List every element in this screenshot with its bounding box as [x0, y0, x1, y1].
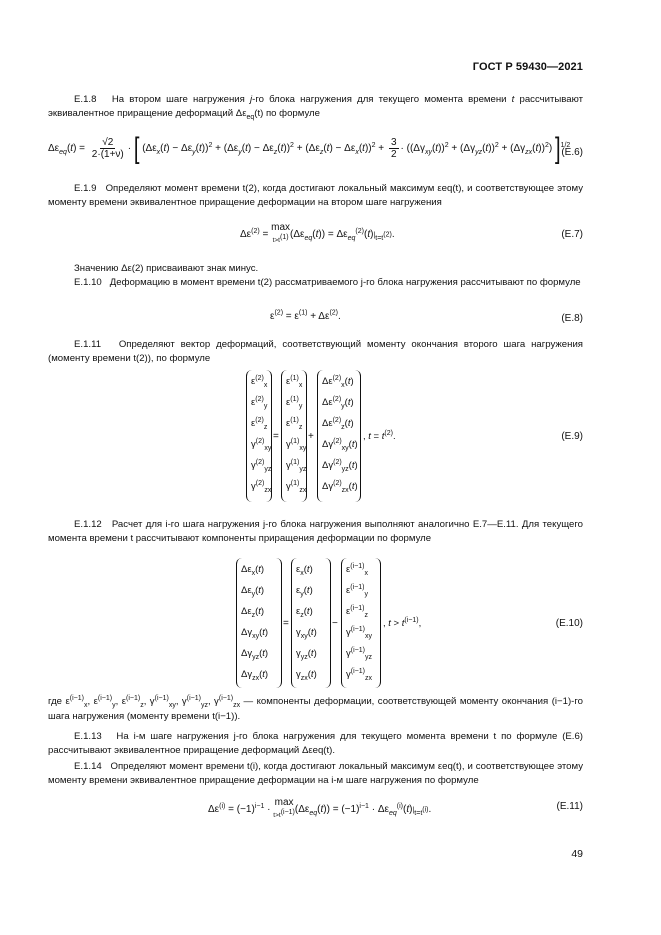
clause-e112: Е.1.12 Расчет для i-го шага нагружения j-го блока нагружения выполняют аналогично Е.7—Е.11. Для текущего момента времени t рассчитывают компоненты приращения деформации по формуле [48, 519, 583, 544]
tag-e7: (Е.7) [561, 229, 583, 240]
tag-e8: (Е.8) [561, 313, 583, 324]
clause-e19-note: Значению Δε(2) присваивают знак минус. [74, 263, 259, 274]
clause-e113: Е.1.13 На i-м шаге нагружения j-го блока нагружения для текущего момента времени t по формуле (Е.6) рассчитывают эквивалентное приращение деформаций Δεeq(t). [48, 731, 583, 756]
tag-e11: (Е.11) [556, 801, 583, 812]
clause-e112-where: где $\varepsilon^{(i-1)}_x$, $\varepsilon^{(i-1)}_y$, $\varepsilon^{(i-1)}_z$, $\gamma^{(i-1)}_{xy}$, $\gamma^{(i-1)}_{yz}$, $\gamma^{(i-1)}_{zx}$ — компоненты деформации, соответствующей моменту окончания (i−1)-го шага нагружения (моменту времени t(i−1)). [48, 694, 583, 722]
formula-e6: $\Delta\varepsilon_{eq}(t)$ = $\frac{√2}{2\cdot(1+\nu)}$ · [ $(\Delta\varepsilon_x(t) - \Delta\varepsilon_y(t))^2 + (\Delta\varepsilon_y(t) - \Delta\varepsilon_z(t))^2 + (\Delta\varepsilon_z(t) - \Delta\varepsilon_x(t))^2$ + $\frac{3}{2}$ · $((\Delta\gamma_{xy}(t))^2 + (\Delta\gamma_{yz}(t))^2 + (\Delta\gamma_{zx}(t))^2)$ ]$^{1/2}$ [48, 132, 571, 165]
page-number: 49 [571, 848, 583, 860]
tag-e10: (Е.10) [555, 618, 583, 629]
clause-e111: Е.1.11 Определяют вектор деформаций, соответствующий моменту окончания второго шага нагружения (моменту времени t(2)), по формуле [48, 339, 583, 364]
clause-e18: Е.1.8 На втором шаге нагружения j-го блока нагружения для текущего момента времени t рассчитывают эквивалентное приращение деформаций $\Delta\varepsilon_{eq}(t)$ по формуле [48, 94, 583, 121]
tag-e6: (Е.6) [561, 147, 583, 158]
tag-e9: (Е.9) [561, 431, 583, 442]
clause-e110: Е.1.10 Деформацию в момент времени t(2) рассматриваемого j-го блока нагружения рассчитывают по формуле [74, 277, 581, 288]
document-header: ГОСТ Р 59430—2021 [472, 61, 583, 73]
formula-e7: $\Delta\varepsilon^{(2)} = \max$ $t>t^{(1)}(\Delta\varepsilon_{eq}(t)) = \Delta\varepsilon_{eq}^{(2)}(t)|_{t=t^{(2)}}$. [240, 222, 395, 244]
clause-e19: Е.1.9 Определяют момент времени t(2), когда достигают локальный максимум εeq(t), и соответствующее этому моменту времени эквивалентное приращение деформации на втором шаге нагружения [48, 183, 583, 208]
formula-e11: $\Delta\varepsilon^{(i)} = (-1)^{i-1} \cdot \max$ $t>t^{(i-1)}(\Delta\varepsilon_{eq}(t)) = (-1)^{i-1} \cdot \Delta\varepsilon_{eq}^{(i)}(t)|_{t=t^{(i)}}$. [208, 797, 432, 819]
formula-e8: $\varepsilon^{(2)} = \varepsilon^{(1)} + \Delta\varepsilon^{(2)}$. [270, 309, 341, 322]
clause-e114: Е.1.14 Определяют момент времени t(i), когда достигают локальный максимум εeq(t), и соответствующее этому моменту времени эквивалентное приращение деформации на i-м шаге нагружения по формуле [48, 761, 584, 786]
